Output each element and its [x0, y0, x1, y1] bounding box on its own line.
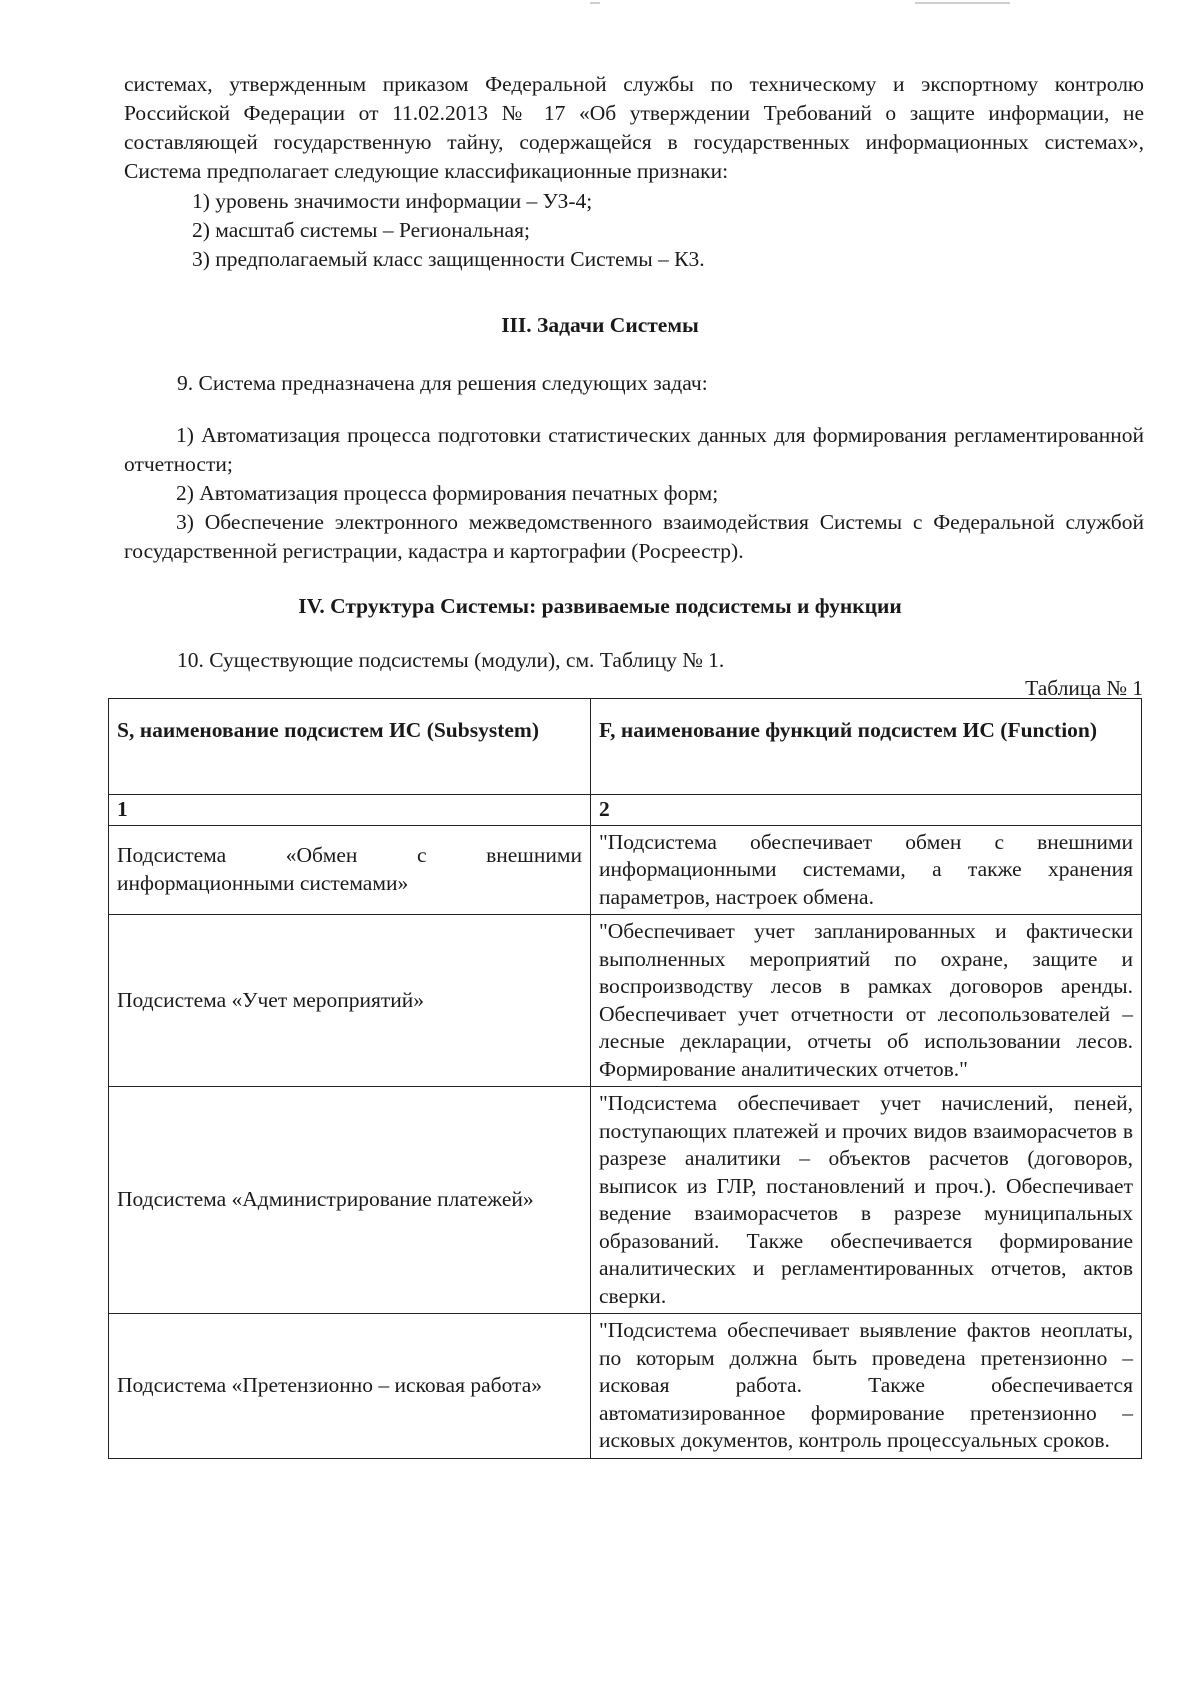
intro-item: 2) масштаб системы – Региональная;: [192, 218, 530, 242]
header-cell-function: F, наименование функций подсистем ИС (Function): [591, 699, 1142, 795]
task-item: 2) Автоматизация процесса формирования печатных форм;: [176, 481, 719, 505]
section-lead: 10. Существующие подсистемы (модули), см. Таблицу № 1.: [177, 648, 725, 672]
subsystem-name-cell: Подсистема «Учет мероприятий»: [109, 915, 591, 1087]
table-row: [109, 1314, 1142, 1459]
intro-paragraph: системах, утвержденным приказом Федеральной службы по техническому и экспортному контролю Российской Федерации от 11.02.2013 № 17 «Об утверждении Требований о защите информации, не составляющей государственную тайну, содержащейся в государственных информационных системах», Система предполагает следующие классификационные признаки:: [124, 72, 1144, 183]
scan-artifact: [590, 2, 600, 4]
table-row: [109, 825, 1142, 915]
task-item: 3) Обеспечение электронного межведомственного взаимодействия Системы с Федеральной службой государственной регистрации, кадастра и картографии (Росреестр).: [124, 510, 1144, 563]
table-caption: Таблица № 1: [1025, 676, 1143, 700]
subsystem-function-cell: "Подсистема обеспечивает учет начислений, пеней, поступающих платежей и прочих видов взаиморасчетов в разрезе аналитики – объектов расчетов (договоров, выписок из ГЛР, постановлений и проч.). Обеспечивает ведение взаиморасчетов в разрезе муниципальных образований. Также обеспечивается формирование аналитических и регламентированных отчетов, актов сверки.: [591, 1087, 1142, 1314]
subsystems-table: [108, 698, 1142, 1459]
table-row: [109, 1087, 1142, 1314]
section-lead: 9. Система предназначена для решения следующих задач:: [177, 371, 708, 395]
subsystem-function-cell: "Подсистема обеспечивает выявление фактов неоплаты, по которым должна быть проведена претензионно – исковая работа. Также обеспечивается автоматизированное формирование претензионно – исковых документов, контроль процессуальных сроков.: [591, 1314, 1142, 1459]
header-cell-subsystem: S, наименование подсистем ИС (Subsystem): [109, 699, 591, 795]
table-header-row: [109, 699, 1142, 795]
intro-item: 1) уровень значимости информации – УЗ-4;: [192, 189, 593, 213]
subsystem-name-cell: Подсистема «Обмен с внешними информационными системами»: [109, 825, 591, 915]
column-number-cell: 2: [591, 795, 1142, 826]
scan-artifact: [915, 2, 1010, 4]
intro-item: 3) предполагаемый класс защищенности Системы – К3.: [192, 247, 705, 271]
table-row: [109, 915, 1142, 1087]
subsystem-name-cell: Подсистема «Администрирование платежей»: [109, 1087, 591, 1314]
column-number-cell: 1: [109, 795, 591, 826]
task-item: 1) Автоматизация процесса подготовки статистических данных для формирования регламентированной отчетности;: [124, 423, 1144, 476]
section-heading: IV. Структура Системы: развиваемые подсистемы и функции: [298, 594, 902, 618]
section-heading: III. Задачи Системы: [501, 313, 699, 337]
table-number-row: [109, 795, 1142, 826]
subsystem-function-cell: "Подсистема обеспечивает обмен с внешними информационными системами, а также хранения параметров, настроек обмена.: [591, 825, 1142, 915]
subsystem-name-cell: Подсистема «Претензионно – исковая работа»: [109, 1314, 591, 1459]
subsystem-function-cell: "Обеспечивает учет запланированных и фактически выполненных мероприятий по охране, защите и воспроизводству лесов в рамках договоров аренды. Обеспечивает учет отчетности от лесопользователей – лесные декларации, отчеты об использовании лесов. Формирование аналитических отчетов.": [591, 915, 1142, 1087]
